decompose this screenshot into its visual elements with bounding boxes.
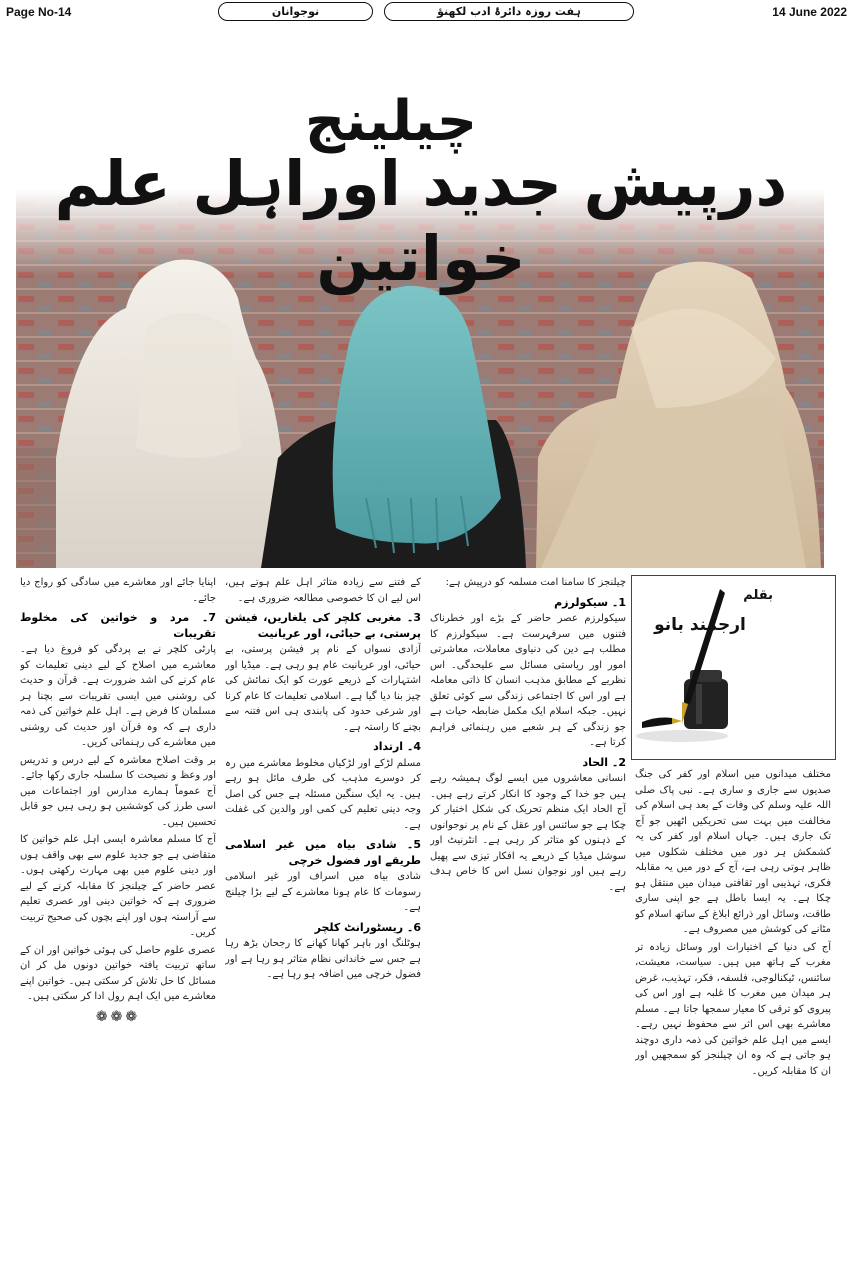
column-2-para-3: انسانی معاشروں میں ایسے لوگ ہمیشہ رہے ہیں جو خدا کے وجود کا انکار کرتے رہے ہیں۔ آج الحاد ایک منظم تحریک کی شکل اختیار کر چکا ہے جو سائنس اور عقل کے نام پر نوجوانوں کے ذہنوں کو متاثر کر رہی ہے۔ انٹرنیٹ اور سوشل میڈیا کے ذریعے یہ افکار تیزی سے پھیل رہے ہیں اور نوجوان نسل اس کا خاص ہدف ہے۔ xyxy=(430,773,626,893)
column-3-para-3: مسلم لڑکے اور لڑکیاں مخلوط معاشرے میں رہ کر دوسرے مذہب کی طرف مائل ہو رہے ہیں۔ یہ ایک سنگین مسئلہ ہے جس کی اصل وجہ دینی تعلیم کی کمی اور والدین کی غفلت ہے۔ xyxy=(225,757,421,831)
page-number: Page No-14 xyxy=(6,5,72,19)
column-1 xyxy=(635,767,831,1275)
hero-photo xyxy=(16,28,824,568)
issue-date: 14 June 2022 xyxy=(772,5,847,19)
column-2-subhead-1: 1۔ سیکولرزم xyxy=(554,595,626,609)
column-4 xyxy=(20,575,216,1275)
column-3-subhead-4: 6۔ ریسٹورانٹ کلچر xyxy=(314,920,421,934)
headline-line-2: درپیش جدید اوراہل علم خواتین xyxy=(54,147,788,295)
column-4-para-1: اپنایا جائے اور معاشرے میں سادگی کو رواج دیا جائے۔ xyxy=(20,577,216,604)
article-body xyxy=(18,575,831,1275)
byline-author: ارجمند بانو xyxy=(654,615,746,635)
end-ornament: ❁❁❁ xyxy=(95,1008,141,1025)
column-3-para-5: ہوٹلنگ اور باہر کھانا کھانے کا رجحان بڑھ رہا ہے جس سے خاندانی نظام متاثر ہو رہا ہے اور فضول خرچی میں اضافہ ہو رہا ہے۔ xyxy=(225,938,421,980)
byline-label: بقلم xyxy=(743,588,773,603)
pen-and-inkpot-icon xyxy=(632,584,732,754)
newspaper-name: ہفت روزہ دائرۂ ادب لکھنؤ xyxy=(384,2,634,21)
column-1-para-1: مختلف میدانوں میں اسلام اور کفر کی جنگ صدیوں سے جاری و ساری ہے۔ نبی پاک صلی اللہ علیہ وسلم کی وفات کے بعد ہی اسلام کی مخالفت میں بہت سی تحریکیں اٹھیں جو آج تک جاری ہیں۔ جہاں اسلام اور کفر کی یہ کشمکش ہر دور میں مختلف شکلوں میں ظاہر ہوتی رہی ہے، آج کے دور میں یہ مقابلہ فکری، تہذیبی اور ثقافتی میدان میں منتقل ہو چکا ہے۔ یہ ایسا باطل ہے جو اپنی ساری طاقت، وسائل اور ذرائع ابلاغ کے ساتھ اسلام کو مٹانے کی کوشش میں مصروف ہے۔ xyxy=(635,769,831,935)
column-3-subhead-1: 3۔ مغربی کلچر کی یلغاریں، فیشن پرستی، بے حیائی، اور عریانیت xyxy=(225,611,421,640)
headline-line-1: چیلینج xyxy=(304,89,478,154)
column-3-para-1: کے فتنے سے زیادہ متاثر اہل علم ہوتے ہیں، اس لیے ان کا خصوصی مطالعہ ضروری ہے۔ xyxy=(225,577,421,604)
column-3-para-4: شادی بیاہ میں اسراف اور غیر اسلامی رسومات کا عام ہونا معاشرے کے لیے بڑا چیلنج ہے۔ xyxy=(225,871,421,913)
column-4-para-4: آج کا مسلم معاشرہ ایسی اہل علم خواتین کا متقاضی ہے جو جدید علوم سے بھی واقف ہوں اور دینی علوم میں بھی مہارت رکھتی ہوں۔ عصر حاضر کے چیلنجز کا مقابلہ کرنے کے لیے ضروری ہے کہ خواتین دینی اور عصری تعلیم سے آراستہ ہوں اور اپنے بچوں کی صحیح تربیت کریں۔ xyxy=(20,834,216,938)
column-3-subhead-3: 5۔ شادی بیاہ میں غیر اسلامی طریقے اور فضول خرچی xyxy=(225,838,421,867)
column-3 xyxy=(225,575,421,1275)
headline xyxy=(36,88,806,296)
column-4-subhead-1: 7۔ مرد و خواتین کی مخلوط تقریبات xyxy=(20,611,216,640)
column-2-para-2: سیکولرزم عصر حاضر کے بڑے اور خطرناک فتنوں میں سرفہرست ہے۔ سیکولرزم کا مطلب ہے دین کی دنیاوی معاملات، معاشرتی امور اور ریاستی مسائل سے علیحدگی۔ اس نظریے کے مطابق مذہب انسان کا ذاتی معاملہ ہے اور اس کا اجتماعی زندگی سے کوئی تعلق نہیں۔ جبکہ اسلام ایک مکمل ضابطہ حیات ہے جو زندگی کے ہر شعبے میں رہنمائی فراہم کرتا ہے۔ xyxy=(430,613,626,748)
column-2-subhead-2: 2۔ الحاد xyxy=(582,755,626,769)
column-4-para-2: پارٹی کلچر نے بے پردگی کو فروغ دیا ہے۔ معاشرے میں اصلاح کے لیے دینی تعلیمات کو عام کرنے کی اشد ضرورت ہے۔ قرآن و حدیث کی روشنی میں ایسی تقریبات سے بچنا ہر مسلمان کا فرض ہے۔ اہل علم خواتین کی ذمہ داری ہے کہ وہ قرآن اور حدیث کی روشنی میں معاشرے کی رہنمائی کریں۔ xyxy=(20,644,216,748)
column-3-para-2: آزادی نسواں کے نام پر فیشن پرستی، بے حیائی، اور عریانیت عام ہو رہی ہے۔ میڈیا اور اشتہارات کے ذریعے عورت کو ایک نمائش کی چیز بنا دیا گیا ہے۔ اسلامی تعلیمات کا عام کرنا اور شرعی حدود کی پابندی ہی اس فتنہ سے بچنے کا راستہ ہے۔ xyxy=(225,644,421,733)
column-3-subhead-2: 4۔ ارتداد xyxy=(373,740,421,753)
column-2-para-1: چیلنجز کا سامنا امت مسلمہ کو درپیش ہے: xyxy=(445,577,626,588)
column-2 xyxy=(430,575,626,1275)
section-label: نوجوانان xyxy=(218,2,373,21)
column-1-para-2: آج کی دنیا کے اختیارات اور وسائل زیادہ تر مغرب کے ہاتھ میں ہیں۔ سیاست، معیشت، سائنس، ٹیکنالوجی، فلسفہ، فکر، تہذیب، غرض ہر میدان میں مغرب کا غلبہ ہے اور اس کی پیروی کو ترقی کا معیار سمجھا جاتا ہے۔ مسلم معاشرے بھی اس اثر سے محفوظ نہیں رہے۔ ایسے میں اہل علم خواتین کی ذمہ داری دوچند ہو جاتی ہے کہ وہ ان چیلنجز کو سمجھیں اور ان کا مقابلہ کریں۔ xyxy=(635,941,831,1077)
column-4-para-3: بر وقت اصلاح معاشرہ کے لیے درس و تدریس اور وعظ و نصیحت کا سلسلہ جاری رکھا جائے۔ آج عموماً ہمارے مدارس اور اجتماعات میں اسی طرز کی کوششیں ہو رہی ہیں جو قابل تحسین ہیں۔ xyxy=(20,754,216,828)
column-4-para-5: عصری علوم حاصل کی ہوئی خواتین اور ان کے ساتھ تربیت یافتہ خواتین دونوں مل کر ان مسائل کا حل تلاش کر سکتی ہیں۔ خواتین اپنے معاشرے میں ایک اہم رول ادا کر سکتی ہیں۔ xyxy=(20,944,216,1002)
byline-box xyxy=(631,575,836,760)
